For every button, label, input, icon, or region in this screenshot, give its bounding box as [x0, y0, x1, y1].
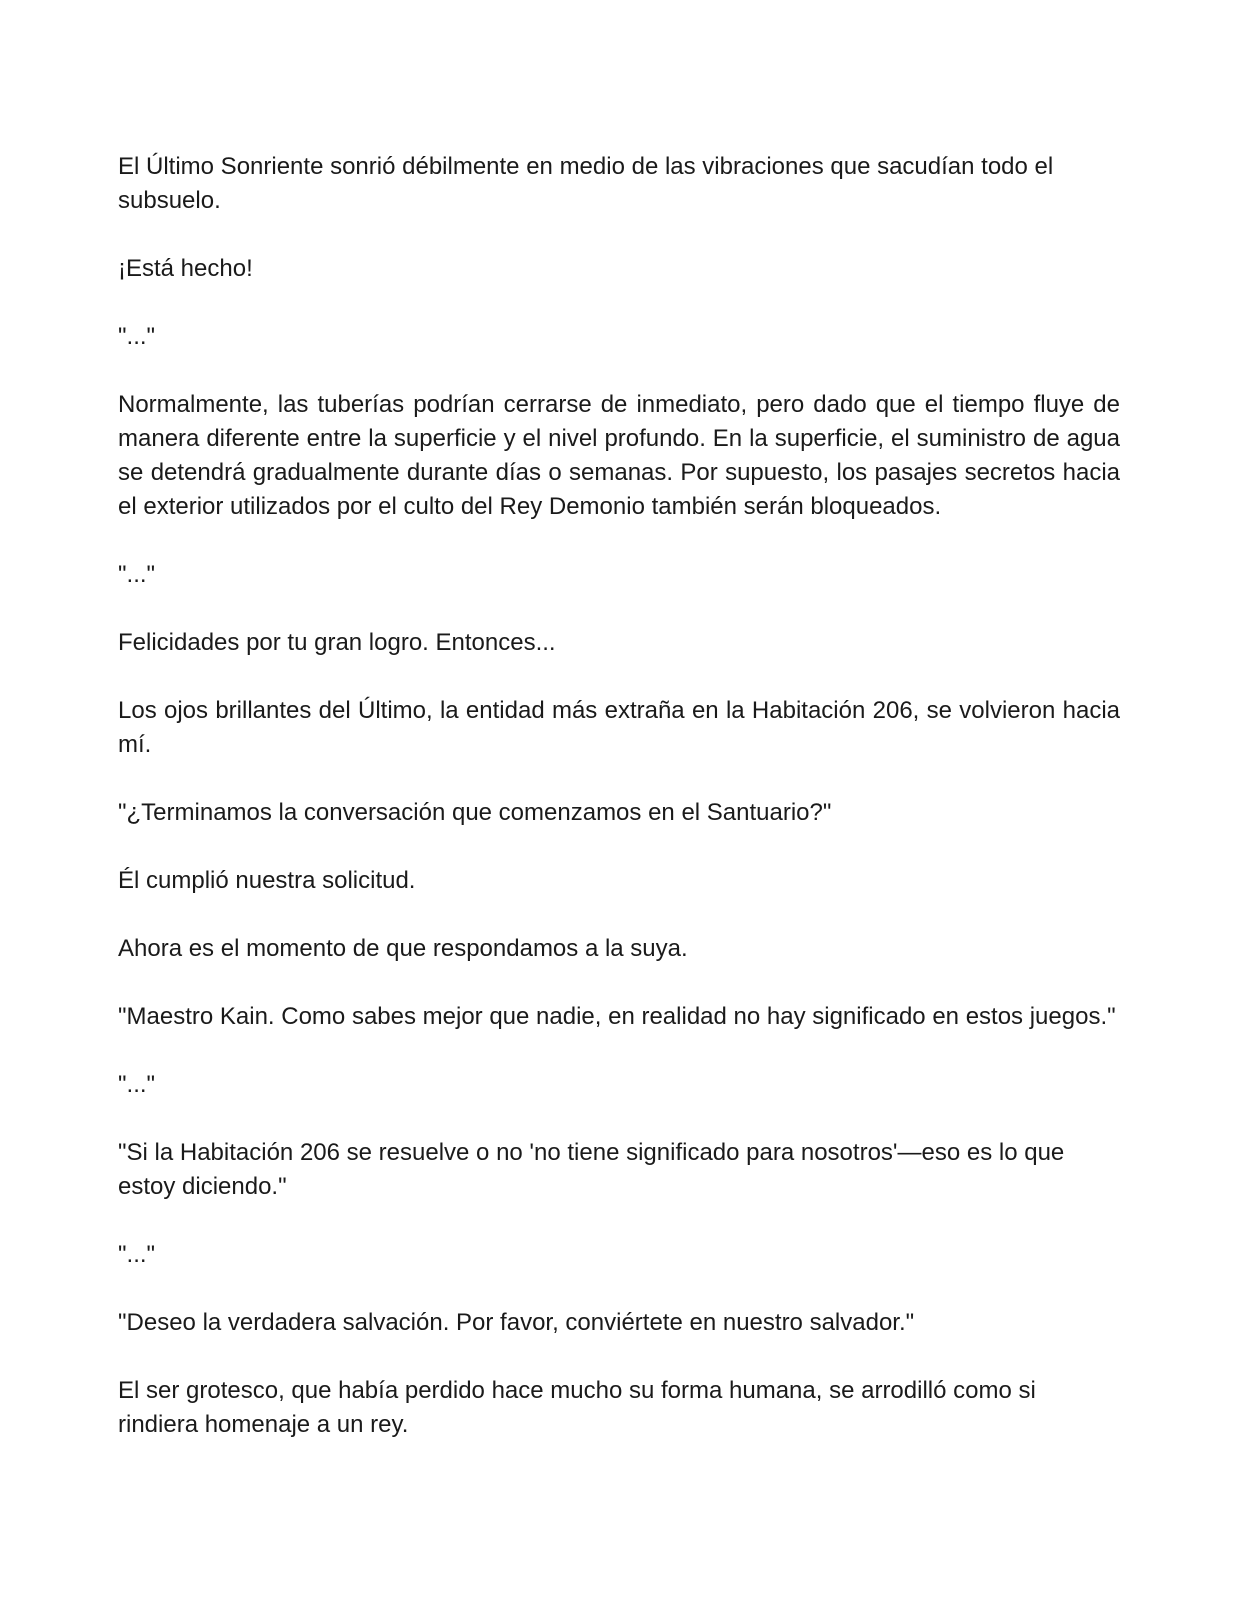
paragraph-11: "Maestro Kain. Como sabes mejor que nadie, en realidad no hay significado en estos juegos." — [118, 1003, 1116, 1030]
document-body — [118, 150, 1120, 1476]
paragraph-13: "Si la Habitación 206 se resuelve o no 'no tiene significado para nosotros'—eso es lo que estoy diciendo." — [118, 1139, 1065, 1200]
paragraph-16: El ser grotesco, que había perdido hace mucho su forma humana, se arrodilló como si rindiera homenaje a un rey. — [118, 1377, 1036, 1438]
paragraph-2: ¡Está hecho! — [118, 255, 253, 282]
paragraph-1: El Último Sonriente sonrió débilmente en medio de las vibraciones que sacudían todo el subsuelo. — [118, 153, 1054, 214]
paragraph-15: "Deseo la verdadera salvación. Por favor, conviértete en nuestro salvador." — [118, 1309, 915, 1336]
paragraph-6: Felicidades por tu gran logro. Entonces... — [118, 629, 556, 656]
paragraph-12: "..." — [118, 1071, 156, 1098]
paragraph-8: "¿Terminamos la conversación que comenzamos en el Santuario?" — [118, 799, 832, 826]
paragraph-9: Él cumplió nuestra solicitud. — [118, 867, 416, 894]
paragraph-14: "..." — [118, 1241, 156, 1268]
paragraph-7: Los ojos brillantes del Último, la entidad más extraña en la Habitación 206, se volvieron hacia mí. — [118, 697, 1120, 758]
paragraph-3: "..." — [118, 323, 156, 350]
paragraph-5: "..." — [118, 561, 156, 588]
paragraph-4: Normalmente, las tuberías podrían cerrarse de inmediato, pero dado que el tiempo fluye de manera diferente entre la superficie y el nivel profundo. En la superficie, el suministro de agua se detendrá gradualmente durante días o semanas. Por supuesto, los pasajes secretos hacia el exterior utilizados por el culto del Rey Demonio también serán bloqueados. — [118, 391, 1120, 520]
paragraph-10: Ahora es el momento de que respondamos a la suya. — [118, 935, 688, 962]
